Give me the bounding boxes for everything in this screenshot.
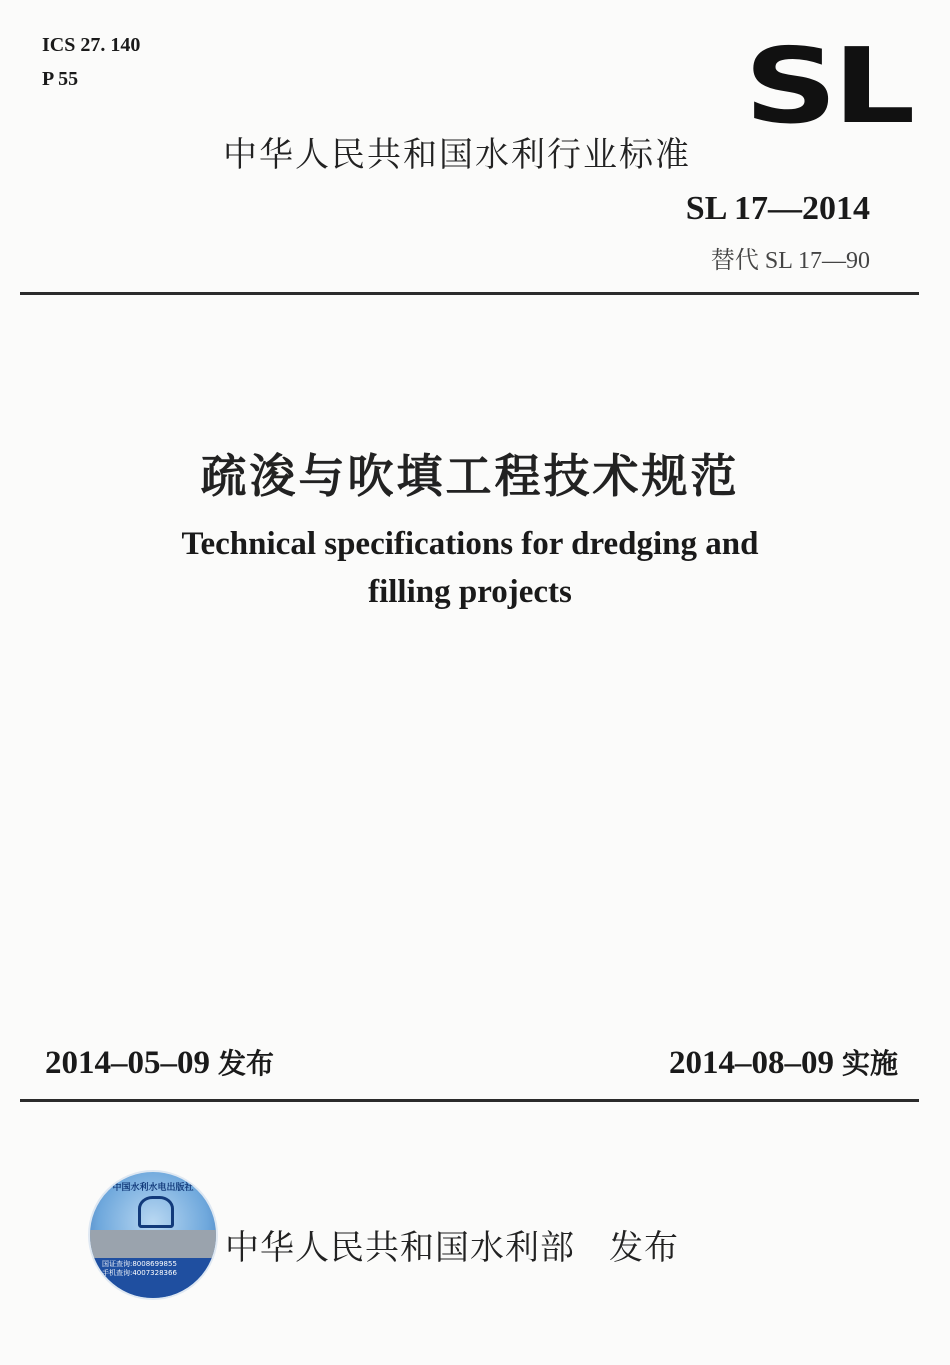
top-divider xyxy=(20,292,919,295)
implementation-date xyxy=(669,1042,898,1082)
issue-date xyxy=(45,1042,274,1082)
implementation-date-label: 实施 xyxy=(841,1047,898,1080)
seal-line-1: 国证查询:8008699855 xyxy=(102,1260,177,1268)
chinese-title: 疏浚与吹填工程技术规范 xyxy=(200,449,740,503)
issue-date-value: 2014–05–09 xyxy=(45,1045,210,1081)
classification-code: P 55 xyxy=(42,68,79,90)
english-title xyxy=(0,520,940,616)
sl-logo: SL xyxy=(744,25,911,147)
publish-label: 发布 xyxy=(609,1228,679,1268)
seal-verification-text xyxy=(102,1260,206,1278)
publisher xyxy=(225,1220,679,1269)
seal-emblem-icon xyxy=(138,1196,174,1228)
english-title-line1: Technical specifications for dredging and xyxy=(181,526,759,562)
standard-number: SL 17—2014 xyxy=(685,190,870,227)
seal-line-2: 手机查询:4007328366 xyxy=(102,1269,177,1277)
english-title-line2: filling projects xyxy=(368,574,572,610)
seal-band xyxy=(90,1230,216,1258)
issue-date-label: 发布 xyxy=(218,1047,275,1080)
publisher-name: 中华人民共和国水利部 xyxy=(225,1228,575,1268)
replaces-standard: 替代 SL 17—90 xyxy=(710,248,870,274)
bottom-divider xyxy=(20,1099,919,1102)
implementation-date-value: 2014–08–09 xyxy=(668,1045,834,1081)
seal-ring-text: 中国水利水电出版社 xyxy=(112,1183,194,1193)
ics-code: ICS 27. 140 xyxy=(42,34,141,56)
series-title: 中华人民共和国水利行业标准 xyxy=(223,135,691,175)
anti-counterfeit-seal xyxy=(88,1170,218,1300)
